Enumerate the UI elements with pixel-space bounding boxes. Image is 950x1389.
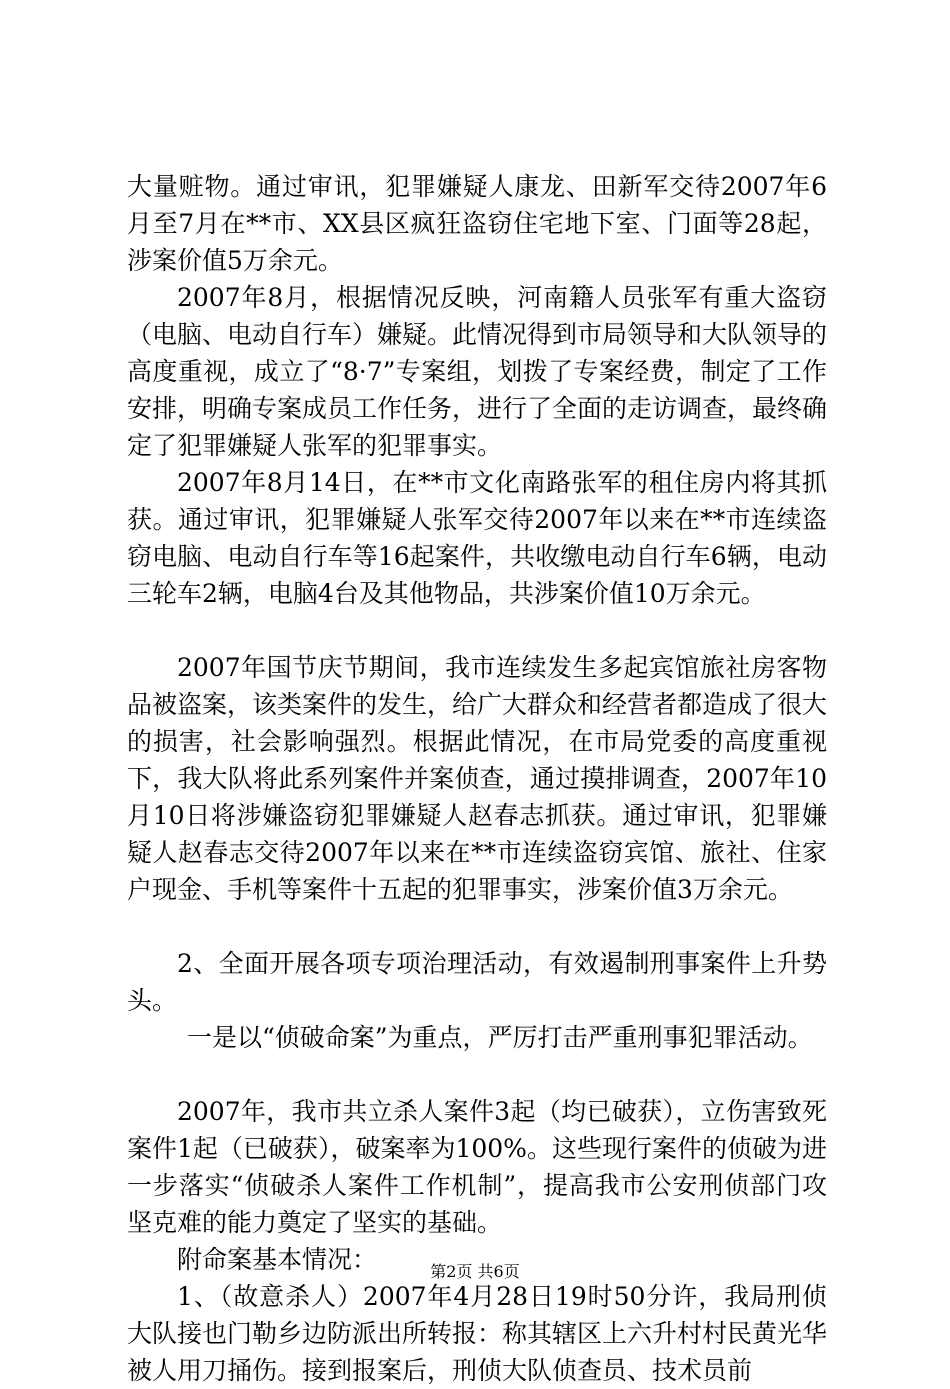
page-footer: 第2页 共6页 [430, 1262, 520, 1281]
paragraph-3: 2007年8月14日，在**市文化南路张军的租住房内将其抓获。通过审讯，犯罪嫌疑人张军交待2007年以来在**市连续盗窃电脑、电动自行车等16起案件，共收缴电动自行车6辆，电动三轮车2辆，电脑4台及其他物品，共涉案价值10万余元。 [127, 468, 827, 608]
paragraph-1: 大量赃物。通过审讯，犯罪嫌疑人康龙、田新军交待2007年6月至7月在**市、XX县区疯狂盗窃住宅地下室、门面等28起，涉案价值5万余元。 [127, 172, 827, 275]
paragraph-gap [127, 1056, 827, 1093]
paragraph-2: 2007年8月，根据情况反映，河南籍人员张军有重大盗窃（电脑、电动自行车）嫌疑。此情况得到市局领导和大队领导的高度重视，成立了“8·7”专案组，划拨了专案经费，制定了工作安排，明确专案成员工作任务，进行了全面的走访调查，最终确定了犯罪嫌疑人张军的犯罪事实。 [127, 283, 828, 460]
paragraph-7: 1、（故意杀人）2007年4月28日19时50分许，我局刑侦大队接也门勒乡边防派出所转报：称其辖区上六升村村民黄光华被人用刀捅伤。接到报案后，刑侦大队侦查员、技术员前 [127, 1282, 828, 1385]
paragraph-gap [127, 908, 827, 945]
sub-heading-1: 一是以“侦破命案”为重点，严厉打击严重刑事犯罪活动。 [187, 1023, 813, 1052]
paragraph-gap [127, 612, 827, 649]
document-body [127, 168, 827, 1389]
paragraph-5: 2007年，我市共立杀人案件3起（均已破获），立伤害致死案件1起（已破获），破案率为100%。这些现行案件的侦破为进一步落实“侦破杀人案件工作机制”，提高我市公安刑侦部门攻坚克难的能力奠定了坚实的基础。 [127, 1097, 827, 1237]
paragraph-6: 附命案基本情况： [177, 1245, 378, 1274]
paragraph-4: 2007年国节庆节期间，我市连续发生多起宾馆旅社房客物品被盗案，该类案件的发生，给广大群众和经营者都造成了很大的损害，社会影响强烈。根据此情况，在市局党委的高度重视下，我大队将此系列案件并案侦查，通过摸排调查，2007年10月10日将涉嫌盗窃犯罪嫌疑人赵春志抓获。通过审讯，犯罪嫌疑人赵春志交待2007年以来在**市连续盗窃宾馆、旅社、住家户现金、手机等案件十五起的犯罪事实，涉案价值3万余元。 [127, 653, 828, 904]
section-heading-2: 2、全面开展各项专项治理活动，有效遏制刑事案件上升势头。 [127, 949, 827, 1015]
